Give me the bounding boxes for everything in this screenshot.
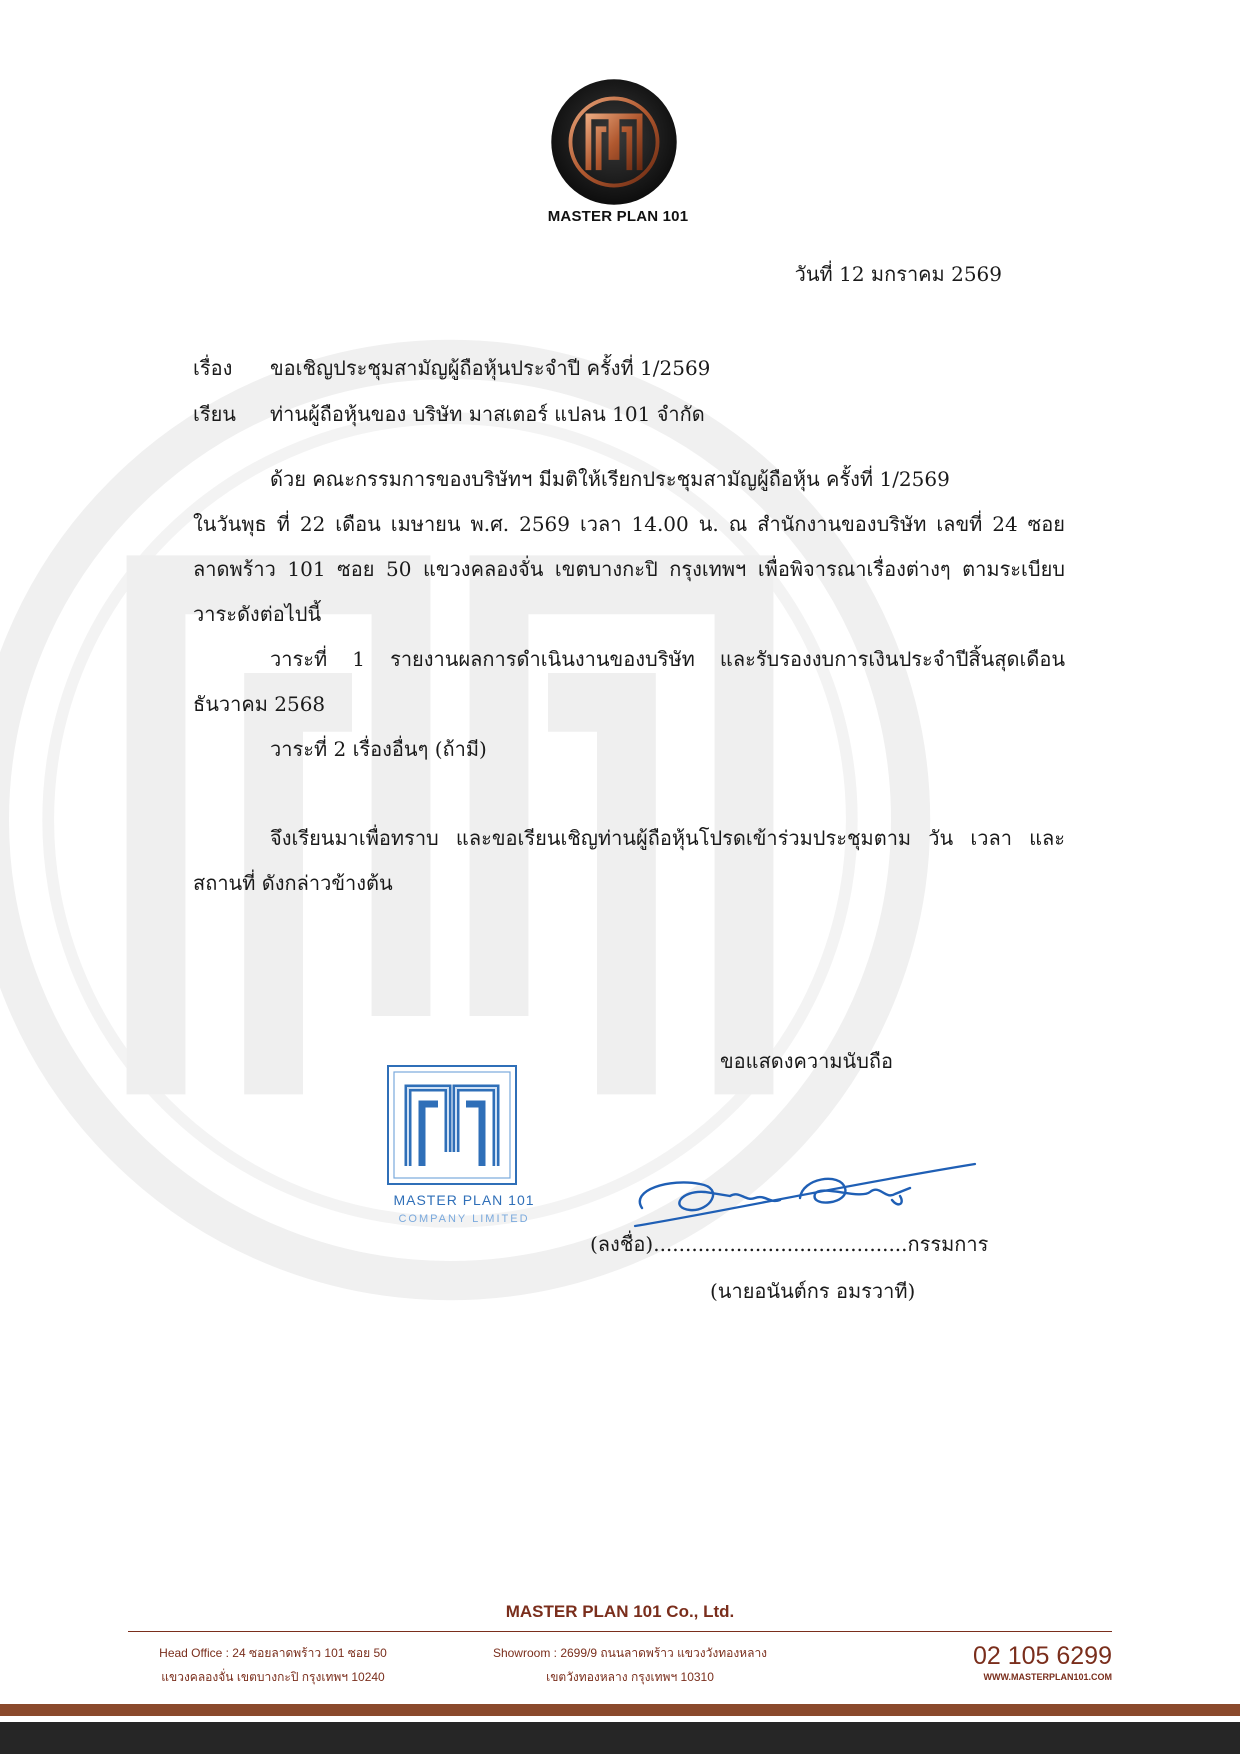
recipient-line <box>193 398 705 430</box>
footer-divider <box>128 1631 1112 1632</box>
stamp-line-1: MASTER PLAN 101 <box>393 1192 535 1208</box>
master-plan-emblem-icon <box>550 78 678 206</box>
head-office-line-2: แขวงคลองจั่น เขตบางกะปิ กรุงเทพฯ 10240 <box>161 1670 385 1684</box>
body-paragraph-2-line-2: สถานที่ ดังกล่าวข้างต้น <box>193 871 393 895</box>
body-paragraph-1-line-3: ลาดพร้าว 101 ซอย 50 แขวงคลองจั่น เขตบางกะปิ กรุงเทพฯ เพื่อพิจารณาเรื่องต่างๆ ตามระเบียบ <box>193 557 1065 581</box>
footer-showroom <box>460 1641 800 1689</box>
letter-body <box>193 457 1065 772</box>
recipient-value: ท่านผู้ถือหุ้นของ บริษัท มาสเตอร์ แปลน 101 จำกัด <box>270 402 705 426</box>
brand-name: MASTER PLAN 101 <box>547 208 689 225</box>
agenda-item-2: วาระที่ 2 เรื่องอื่นๆ (ถ้ามี) <box>270 737 487 761</box>
signer-name: (นายอนันต์กร อมรวาที) <box>710 1279 916 1303</box>
recipient-key: เรียน <box>193 402 236 426</box>
company-stamp <box>370 1062 550 1232</box>
body-paragraph-2-line-1: จึงเรียนมาเพื่อทราบ และขอเรียนเชิญท่านผู้ถือหุ้นโปรดเข้าร่วมประชุมตาม วัน เวลา และ <box>270 826 1065 850</box>
body-paragraph-1-line-4: วาระดังต่อไปนี้ <box>193 602 322 626</box>
footer-bar-brown <box>0 1704 1240 1716</box>
closing-regards: ขอแสดงความนับถือ <box>720 1049 894 1073</box>
footer-website: WWW.MASTERPLAN101.COM <box>983 1672 1112 1682</box>
showroom-line-1: Showroom : 2699/9 ถนนลาดพร้าว แขวงวังทองหลาง <box>492 1646 768 1660</box>
footer-bar-dark <box>0 1722 1240 1754</box>
handwritten-signature <box>630 1160 980 1230</box>
showroom-line-2: เขตวังทองหลาง กรุงเทพฯ 10310 <box>546 1670 714 1684</box>
agenda-item-1-line-2: ธันวาคม 2568 <box>193 692 326 716</box>
subject-key: เรื่อง <box>193 356 233 380</box>
head-office-line-1: Head Office : 24 ซอยลาดพร้าว 101 ซอย 50 <box>159 1646 387 1660</box>
agenda-item-1-line-1: วาระที่ 1 รายงานผลการดำเนินงานของบริษัท และรับรองงบการเงินประจำปีสิ้นสุดเดือน <box>270 647 1065 671</box>
footer-company-name: MASTER PLAN 101 Co., Ltd. <box>505 1602 735 1621</box>
footer-head-office <box>128 1641 418 1689</box>
footer-phone: 02 105 6299 <box>972 1642 1112 1670</box>
footer-contact <box>973 1641 1112 1683</box>
subject-value: ขอเชิญประชุมสามัญผู้ถือหุ้นประจำปี ครั้งที่ 1/2569 <box>270 356 711 380</box>
body-paragraph-1-line-1: ด้วย คณะกรรมการของบริษัทฯ มีมติให้เรียกประชุมสามัญผู้ถือหุ้น ครั้งที่ 1/2569 <box>270 467 950 491</box>
closing-paragraph <box>193 816 1065 906</box>
signature-line: (ลงชื่อ)........................................กรรมการ <box>590 1232 989 1256</box>
subject-line <box>193 352 710 384</box>
letter-date: วันที่ 12 มกราคม 2569 <box>794 262 1002 286</box>
body-paragraph-1-line-2: ในวันพุธ ที่ 22 เดือน เมษายน พ.ศ. 2569 เวลา 14.00 น. ณ สำนักงานของบริษัท เลขที่ 24 ซอย <box>193 512 1065 536</box>
stamp-line-2: COMPANY LIMITED <box>398 1213 530 1225</box>
